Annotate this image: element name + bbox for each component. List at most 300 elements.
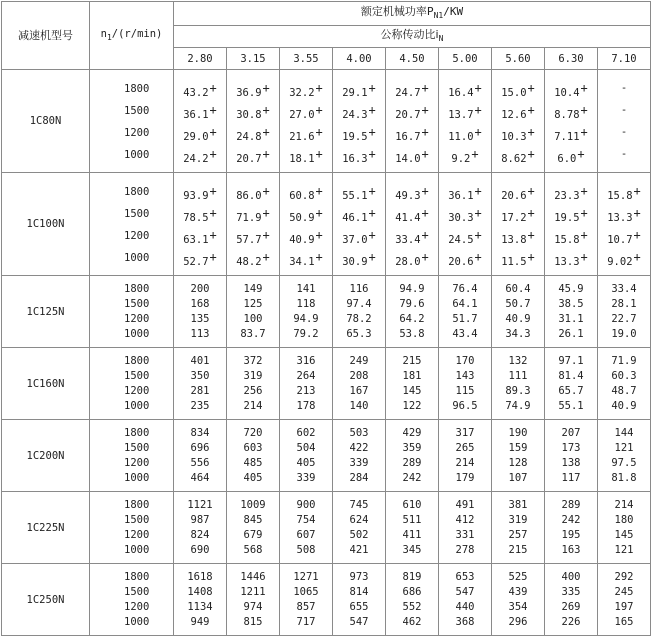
power-value-cell: [174, 70, 227, 173]
table-row: [2, 564, 651, 636]
power-value: 602: [296, 426, 316, 439]
power-value: 60.8+: [289, 184, 323, 202]
power-value: 9.2+: [451, 147, 479, 165]
speed-value: 1800: [124, 354, 150, 367]
plus-mark: +: [421, 147, 429, 161]
power-value: 10.4+: [554, 81, 588, 99]
power-value-cell: [598, 70, 651, 173]
power-value: 181: [402, 369, 422, 382]
power-value: 834: [190, 426, 210, 439]
power-value: 180: [614, 513, 634, 526]
power-value: 76.4: [452, 282, 478, 295]
power-value: 118: [296, 297, 316, 310]
plus-mark: +: [474, 184, 482, 198]
power-value: 34.3: [505, 327, 531, 340]
plus-mark: +: [580, 184, 588, 198]
power-value: 504: [296, 441, 316, 454]
power-value: 745: [349, 498, 369, 511]
speed-value: 1800: [124, 83, 150, 95]
plus-mark: +: [580, 81, 588, 95]
plus-mark: +: [580, 103, 588, 117]
power-value: 57.7+: [236, 228, 270, 246]
speed-value: 1500: [124, 441, 150, 454]
power-value: 115: [455, 384, 475, 397]
power-value: 27.0+: [289, 103, 323, 121]
plus-mark: +: [262, 103, 270, 117]
power-value: 45.9: [558, 282, 584, 295]
power-value: 256: [243, 384, 263, 397]
ratio-header-cell: 5.00: [439, 48, 492, 70]
speed-cell: [90, 420, 174, 492]
ratio-header-cell: 5.60: [492, 48, 545, 70]
power-value: 21.6+: [289, 125, 323, 143]
power-value: 265: [455, 441, 475, 454]
power-value-cell: [439, 276, 492, 348]
power-value: 235: [190, 399, 210, 412]
power-value: 815: [243, 615, 263, 628]
power-value: 690: [190, 543, 210, 556]
power-value: 607: [296, 528, 316, 541]
plus-mark: +: [527, 250, 535, 264]
power-value: 149: [243, 282, 263, 295]
speed-value: 1500: [124, 208, 150, 220]
power-value: 48.2+: [236, 250, 270, 268]
speed-value: 1500: [124, 105, 150, 117]
power-value: 269: [561, 600, 581, 613]
plus-mark: +: [527, 184, 535, 198]
power-value: -: [620, 82, 628, 94]
power-value: 284: [349, 471, 369, 484]
power-value: 319: [243, 369, 263, 382]
power-value-cell: [386, 276, 439, 348]
power-value-cell: [174, 420, 227, 492]
power-value: 421: [349, 543, 369, 556]
power-value: 121: [614, 441, 634, 454]
power-value: 316: [296, 354, 316, 367]
plus-mark: +: [474, 228, 482, 242]
power-value-cell: [492, 70, 545, 173]
model-cell: 1C125N: [2, 276, 90, 348]
power-value-cell: [280, 70, 333, 173]
plus-mark: +: [421, 228, 429, 242]
power-value: 15.8+: [554, 228, 588, 246]
power-value: 359: [402, 441, 422, 454]
power-value-cell: [545, 420, 598, 492]
power-value: 138: [561, 456, 581, 469]
power-value: 1446: [240, 570, 266, 583]
ratio-header-cell: 4.00: [333, 48, 386, 70]
power-value: 208: [349, 369, 369, 382]
speed-value: 1000: [124, 149, 150, 161]
plus-mark: +: [421, 103, 429, 117]
ratio-header-cell: 3.15: [227, 48, 280, 70]
power-value-cell: [492, 348, 545, 420]
power-value-cell: [386, 492, 439, 564]
ratio-header: 公称传动比$i_N$: [174, 26, 651, 48]
power-value: 11.5+: [501, 250, 535, 268]
power-value: 51.7: [452, 312, 478, 325]
power-value-cell: [386, 348, 439, 420]
power-value: 16.4+: [448, 81, 482, 99]
power-value: 15.0+: [501, 81, 535, 99]
power-value: 12.6+: [501, 103, 535, 121]
speed-value: 1800: [124, 498, 150, 511]
power-value: 121: [614, 543, 634, 556]
power-value: 215: [402, 354, 422, 367]
power-value-cell: [174, 348, 227, 420]
speed-value: 1800: [124, 186, 150, 198]
power-value: 195: [561, 528, 581, 541]
power-value: 20.7+: [236, 147, 270, 165]
model-header: 减速机型号: [2, 2, 90, 70]
power-value: 317: [455, 426, 475, 439]
power-value: 64.1: [452, 297, 478, 310]
power-value: 200: [190, 282, 210, 295]
power-value: -: [620, 104, 628, 116]
plus-mark: +: [315, 206, 323, 220]
power-value-cell: [598, 564, 651, 636]
plus-mark: +: [421, 125, 429, 139]
power-value: 18.1+: [289, 147, 323, 165]
power-value-cell: [598, 276, 651, 348]
power-value: 97.5: [611, 456, 637, 469]
power-value: 30.3+: [448, 206, 482, 224]
power-value: 33.4+: [395, 228, 429, 246]
model-cell: 1C200N: [2, 420, 90, 492]
power-value: 405: [243, 471, 263, 484]
power-value: 13.7+: [448, 103, 482, 121]
speed-value: 1500: [124, 585, 150, 598]
power-value: 717: [296, 615, 316, 628]
power-value: 40.9+: [289, 228, 323, 246]
power-value: 845: [243, 513, 263, 526]
power-value: 464: [190, 471, 210, 484]
power-value: 60.3: [611, 369, 637, 382]
power-value: 1408: [187, 585, 213, 598]
power-value: 20.7+: [395, 103, 429, 121]
power-value: 17.2+: [501, 206, 535, 224]
power-value: 65.3: [346, 327, 372, 340]
power-value-cell: [439, 492, 492, 564]
power-value: 30.8+: [236, 103, 270, 121]
plus-mark: +: [633, 184, 641, 198]
power-value: 168: [190, 297, 210, 310]
power-value: 178: [296, 399, 316, 412]
power-value: 278: [455, 543, 475, 556]
power-value: 24.7+: [395, 81, 429, 99]
power-value: 696: [190, 441, 210, 454]
power-value-cell: [280, 564, 333, 636]
power-value: 214: [455, 456, 475, 469]
power-value: 29.0+: [183, 125, 217, 143]
power-value: 14.0+: [395, 147, 429, 165]
speed-cell: [90, 564, 174, 636]
power-value: 78.2: [346, 312, 372, 325]
power-value: 144: [614, 426, 634, 439]
power-value: 32.2+: [289, 81, 323, 99]
power-value: 28.0+: [395, 250, 429, 268]
power-value: 13.8+: [501, 228, 535, 246]
plus-mark: +: [633, 250, 641, 264]
power-value: 141: [296, 282, 316, 295]
power-value: 107: [508, 471, 528, 484]
power-value-cell: [492, 276, 545, 348]
speed-value: 1500: [124, 369, 150, 382]
power-value: 38.5: [558, 297, 584, 310]
power-value: 207: [561, 426, 581, 439]
power-value: 36.1+: [448, 184, 482, 202]
power-value: 30.9+: [342, 250, 376, 268]
power-value: 296: [508, 615, 528, 628]
power-value-cell: [227, 564, 280, 636]
power-value: 439: [508, 585, 528, 598]
speed-value: 1000: [124, 399, 150, 412]
power-value-cell: [439, 420, 492, 492]
power-value: 335: [561, 585, 581, 598]
table-row: [2, 70, 651, 173]
power-value: 257: [508, 528, 528, 541]
speed-cell: [90, 276, 174, 348]
plus-mark: +: [527, 81, 535, 95]
power-rating-table: [1, 1, 651, 636]
plus-mark: +: [368, 206, 376, 220]
power-value: 1618: [187, 570, 213, 583]
power-value: 1009: [240, 498, 266, 511]
power-value: 949: [190, 615, 210, 628]
plus-mark: +: [368, 103, 376, 117]
power-value-cell: [386, 173, 439, 276]
power-value: 55.1+: [342, 184, 376, 202]
table-row: [2, 348, 651, 420]
power-value-cell: [227, 348, 280, 420]
power-value: 197: [614, 600, 634, 613]
model-cell: 1C80N: [2, 70, 90, 173]
plus-mark: +: [315, 125, 323, 139]
power-value-cell: [280, 492, 333, 564]
power-value: 65.7: [558, 384, 584, 397]
model-cell: 1C250N: [2, 564, 90, 636]
power-value: 83.7: [240, 327, 266, 340]
power-value: 900: [296, 498, 316, 511]
power-value: 43.4: [452, 327, 478, 340]
power-value-cell: [492, 492, 545, 564]
power-value: 819: [402, 570, 422, 583]
power-value: 422: [349, 441, 369, 454]
plus-mark: +: [315, 250, 323, 264]
plus-mark: +: [262, 206, 270, 220]
power-value: 655: [349, 600, 369, 613]
power-value-cell: [333, 70, 386, 173]
power-value: 179: [455, 471, 475, 484]
power-value-cell: [439, 564, 492, 636]
speed-value: 1800: [124, 570, 150, 583]
power-value: 40.9: [505, 312, 531, 325]
power-value: 71.9+: [236, 206, 270, 224]
speed-value: 1800: [124, 282, 150, 295]
speed-header: $n_1/(r/\min)$: [90, 2, 174, 70]
plus-mark: +: [262, 147, 270, 161]
power-value: 79.2: [293, 327, 319, 340]
power-value-cell: [227, 276, 280, 348]
power-value: 19.5+: [554, 206, 588, 224]
power-value: 485: [243, 456, 263, 469]
power-value: 20.6+: [448, 250, 482, 268]
power-value: 97.1: [558, 354, 584, 367]
speed-value: 1000: [124, 543, 150, 556]
plus-mark: +: [368, 147, 376, 161]
power-value: 170: [455, 354, 475, 367]
power-value: 511: [402, 513, 422, 526]
power-value: 100: [243, 312, 263, 325]
power-value: 1121: [187, 498, 213, 511]
power-value: 824: [190, 528, 210, 541]
power-value: 19.5+: [342, 125, 376, 143]
power-value: 64.2: [399, 312, 425, 325]
power-value-cell: [545, 348, 598, 420]
plus-mark: +: [209, 103, 217, 117]
power-value: 167: [349, 384, 369, 397]
plus-mark: +: [209, 206, 217, 220]
power-value: 50.7: [505, 297, 531, 310]
power-value: 372: [243, 354, 263, 367]
plus-mark: +: [527, 206, 535, 220]
power-value: 190: [508, 426, 528, 439]
power-value: 145: [614, 528, 634, 541]
power-value: 319: [508, 513, 528, 526]
power-value: 226: [561, 615, 581, 628]
power-value: 429: [402, 426, 422, 439]
power-value-cell: [598, 420, 651, 492]
plus-mark: +: [474, 103, 482, 117]
plus-mark: +: [527, 103, 535, 117]
table-row: [2, 276, 651, 348]
power-value: 502: [349, 528, 369, 541]
power-value: 401: [190, 354, 210, 367]
power-value-cell: [545, 564, 598, 636]
power-value-cell: [227, 173, 280, 276]
power-value: 292: [614, 570, 634, 583]
power-value: 503: [349, 426, 369, 439]
power-value: 331: [455, 528, 475, 541]
power-value: 13.3+: [554, 250, 588, 268]
power-value: 412: [455, 513, 475, 526]
power-value-cell: [333, 564, 386, 636]
power-value: 125: [243, 297, 263, 310]
power-value: 89.3: [505, 384, 531, 397]
power-value: 79.6: [399, 297, 425, 310]
power-value: 165: [614, 615, 634, 628]
power-value: 556: [190, 456, 210, 469]
power-value: 132: [508, 354, 528, 367]
plus-mark: +: [421, 184, 429, 198]
power-value: 46.1+: [342, 206, 376, 224]
power-value-cell: [174, 564, 227, 636]
ratio-header-cell: 3.55: [280, 48, 333, 70]
power-value: 1134: [187, 600, 213, 613]
plus-mark: +: [527, 228, 535, 242]
power-value-cell: [439, 348, 492, 420]
power-value: 15.8+: [607, 184, 641, 202]
power-value: 1211: [240, 585, 266, 598]
power-value: 249: [349, 354, 369, 367]
power-value: 48.7: [611, 384, 637, 397]
power-value: 94.9: [399, 282, 425, 295]
table-row: [2, 420, 651, 492]
plus-mark: +: [474, 81, 482, 95]
power-value: 159: [508, 441, 528, 454]
table-row: [2, 173, 651, 276]
power-value: 55.1: [558, 399, 584, 412]
power-table-container: [1, 1, 651, 636]
power-value: 24.8+: [236, 125, 270, 143]
power-value: 16.3+: [342, 147, 376, 165]
speed-value: 1200: [124, 127, 150, 139]
plus-mark: +: [527, 125, 535, 139]
plus-mark: +: [315, 184, 323, 198]
plus-mark: +: [368, 125, 376, 139]
plus-mark: +: [368, 250, 376, 264]
power-value: 245: [614, 585, 634, 598]
power-value-cell: [545, 70, 598, 173]
ratio-header-cell: 6.30: [545, 48, 598, 70]
power-value: 128: [508, 456, 528, 469]
power-value: 97.4: [346, 297, 372, 310]
power-value-cell: [333, 173, 386, 276]
power-value-cell: [174, 173, 227, 276]
power-value: 13.3+: [607, 206, 641, 224]
power-value: 60.4: [505, 282, 531, 295]
power-value: 405: [296, 456, 316, 469]
power-value: 19.0: [611, 327, 637, 340]
power-value: 53.8: [399, 327, 425, 340]
power-value: 34.1+: [289, 250, 323, 268]
speed-value: 1200: [124, 312, 150, 325]
power-value: 552: [402, 600, 422, 613]
power-value: 624: [349, 513, 369, 526]
power-value: 50.9+: [289, 206, 323, 224]
plus-mark: +: [474, 125, 482, 139]
power-value-cell: [333, 492, 386, 564]
model-cell: 1C160N: [2, 348, 90, 420]
power-value: 163: [561, 543, 581, 556]
power-value: 411: [402, 528, 422, 541]
power-value: 973: [349, 570, 369, 583]
power-value: 11.0+: [448, 125, 482, 143]
plus-mark: +: [471, 147, 479, 161]
speed-value: 1500: [124, 297, 150, 310]
speed-value: 1200: [124, 230, 150, 242]
plus-mark: +: [209, 228, 217, 242]
power-value: 368: [455, 615, 475, 628]
power-value: 264: [296, 369, 316, 382]
power-value: 36.1+: [183, 103, 217, 121]
power-value-cell: [333, 348, 386, 420]
power-value-cell: [492, 564, 545, 636]
power-value: 24.2+: [183, 147, 217, 165]
power-value: 22.7: [611, 312, 637, 325]
power-value: 31.1: [558, 312, 584, 325]
power-value: 354: [508, 600, 528, 613]
power-value-cell: [280, 420, 333, 492]
model-cell: 1C225N: [2, 492, 90, 564]
power-value-cell: [492, 173, 545, 276]
power-value: 7.11+: [554, 125, 588, 143]
power-value: 135: [190, 312, 210, 325]
power-value-cell: [333, 420, 386, 492]
power-value: 214: [243, 399, 263, 412]
power-value: 113: [190, 327, 210, 340]
power-value: 1271: [293, 570, 319, 583]
